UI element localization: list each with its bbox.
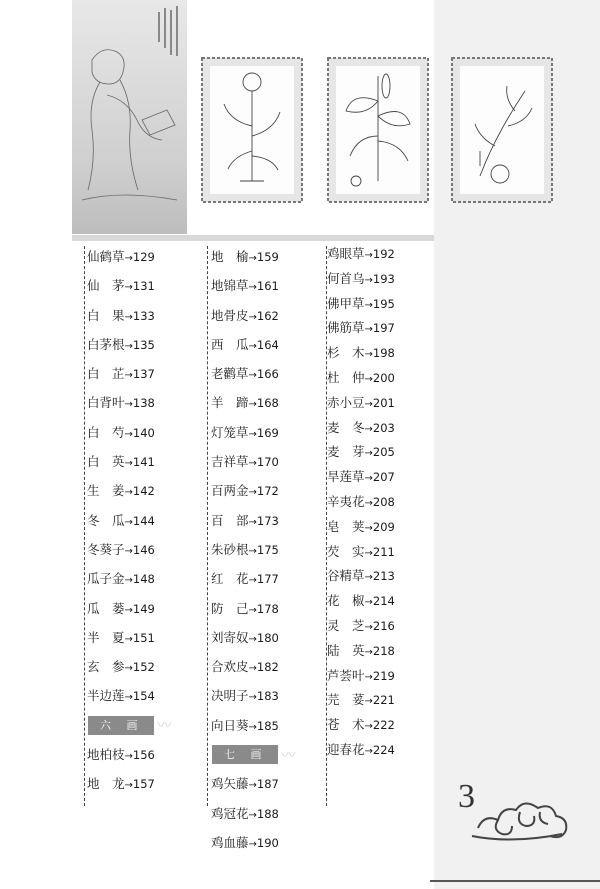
- entry-name: 白 英: [87, 454, 125, 470]
- arrow-icon: →: [124, 253, 133, 264]
- entry-page: 144: [132, 513, 155, 528]
- arrow-icon: →: [364, 497, 373, 509]
- entry-page: 168: [256, 396, 279, 411]
- entry-name: 何首乌: [327, 270, 365, 286]
- index-entry: [202, 476, 314, 505]
- arrow-icon: →: [124, 604, 133, 616]
- index-entry: [202, 271, 314, 300]
- entry-name: 半边莲: [87, 688, 125, 704]
- arrow-icon: →: [124, 370, 133, 382]
- arrow-icon: →: [248, 458, 257, 470]
- entry-name: 辛夷花: [327, 493, 365, 509]
- entry-name: 玄 参: [87, 659, 125, 675]
- footer-rule: [430, 880, 600, 882]
- arrow-icon: →: [248, 838, 257, 850]
- entry-page: 177: [256, 572, 279, 587]
- arrow-icon: →: [364, 696, 373, 708]
- arrow-icon: →: [364, 547, 373, 559]
- arrow-icon: →: [364, 721, 373, 733]
- entry-name: 灵 芝: [327, 617, 365, 633]
- entry-page: 156: [132, 748, 155, 763]
- arrow-icon: →: [364, 522, 373, 534]
- entry-name: 合欢皮: [211, 659, 249, 675]
- entry-name: 鸡血藤: [211, 834, 249, 850]
- index-entry: [78, 476, 188, 505]
- index-entry: [322, 738, 434, 763]
- entry-page: 137: [132, 367, 155, 382]
- arrow-icon: →: [124, 399, 133, 411]
- entry-page: 148: [132, 572, 155, 587]
- entry-page: 203: [372, 420, 395, 435]
- index-entry: [322, 440, 434, 465]
- entry-page: 151: [132, 630, 155, 645]
- index-entry: [322, 316, 434, 341]
- index-entry: [202, 330, 314, 359]
- index-entry: [78, 418, 188, 447]
- arrow-icon: →: [364, 448, 373, 460]
- entry-name: 杉 木: [327, 345, 365, 361]
- entry-name: 麦 芽: [327, 444, 365, 460]
- index-entry: [322, 589, 434, 614]
- entry-page: 200: [372, 370, 395, 385]
- entry-page: 135: [132, 337, 155, 352]
- sage-illustration: [72, 0, 187, 234]
- index-entry: [78, 535, 188, 564]
- entry-page: 178: [256, 601, 279, 616]
- entry-name: 老鹳草: [211, 366, 249, 382]
- index-entry: [202, 564, 314, 593]
- index-entry: [202, 681, 314, 710]
- index-entry: [202, 447, 314, 476]
- index-entry: [202, 535, 314, 564]
- index-entry: [322, 292, 434, 317]
- index-entry: [202, 799, 314, 828]
- arrow-icon: →: [248, 692, 257, 704]
- arrow-icon: →: [364, 299, 373, 311]
- entry-page: 211: [372, 544, 395, 559]
- entry-page: 131: [132, 279, 155, 294]
- entry-name: 鸡矢藤: [211, 776, 249, 792]
- arrow-icon: →: [364, 250, 373, 261]
- entry-name: 白 芍: [87, 424, 125, 440]
- index-entry: [78, 740, 188, 769]
- entry-page: 149: [132, 601, 155, 616]
- entry-page: 140: [132, 425, 155, 440]
- entry-name: 佛甲草: [327, 295, 365, 311]
- entry-name: 决明子: [211, 688, 249, 704]
- index-column-1: [78, 242, 188, 799]
- arrow-icon: →: [248, 428, 257, 440]
- entry-name: 朱砂根: [211, 541, 249, 557]
- index-entry: [78, 359, 188, 388]
- entry-page: 188: [256, 806, 279, 821]
- index-entry: [322, 490, 434, 515]
- entry-page: 170: [256, 455, 279, 470]
- entry-page: 205: [372, 445, 395, 460]
- entry-name: 谷精草: [327, 568, 365, 584]
- entry-name: 羊 蹄: [211, 395, 249, 411]
- entry-page: 197: [372, 321, 395, 336]
- index-entry: [322, 391, 434, 416]
- arrow-icon: →: [124, 545, 133, 557]
- index-entry: [78, 242, 188, 271]
- index-entry: [322, 713, 434, 738]
- arrow-icon: →: [124, 311, 133, 323]
- arrow-icon: →: [124, 340, 133, 352]
- arrow-icon: →: [124, 663, 133, 675]
- entry-page: 208: [372, 494, 395, 509]
- arrow-icon: →: [364, 621, 373, 633]
- index-column-2: [202, 242, 314, 857]
- herb-illustration-1: [200, 56, 304, 204]
- entry-page: 164: [256, 337, 279, 352]
- entry-name: 陆 英: [327, 642, 365, 658]
- entry-page: 138: [132, 396, 155, 411]
- entry-name: 杜 仲: [327, 369, 365, 385]
- entry-name: 皂 荚: [327, 518, 365, 534]
- arrow-icon: →: [248, 399, 257, 411]
- index-entry: [322, 564, 434, 589]
- stroke-header-seven: [202, 740, 314, 769]
- entry-page: 187: [256, 777, 279, 792]
- entry-page: 192: [372, 247, 395, 261]
- herb-illustration-2: [326, 56, 430, 204]
- arrow-icon: →: [248, 487, 257, 499]
- entry-page: 169: [256, 425, 279, 440]
- arrow-icon: →: [124, 575, 133, 587]
- entry-page: 180: [256, 630, 279, 645]
- index-entry: [322, 242, 434, 267]
- entry-name: 地锦草: [211, 278, 249, 294]
- entry-name: 旱莲草: [327, 469, 365, 485]
- entry-page: 141: [132, 455, 155, 470]
- entry-page: 166: [256, 367, 279, 382]
- entry-page: 214: [372, 594, 395, 609]
- entry-name: 生 姜: [87, 483, 125, 499]
- entry-name: 防 己: [211, 600, 249, 616]
- index-entry: [78, 623, 188, 652]
- entry-name: 灯笼草: [211, 424, 249, 440]
- entry-name: 地骨皮: [211, 307, 249, 323]
- entry-name: 红 花: [211, 571, 249, 587]
- entry-page: 175: [256, 542, 279, 557]
- entry-page: 182: [256, 660, 279, 675]
- arrow-icon: →: [124, 487, 133, 499]
- entry-page: 209: [372, 519, 395, 534]
- entry-page: 207: [372, 470, 395, 485]
- arrow-icon: →: [364, 324, 373, 336]
- entry-page: 154: [132, 689, 155, 704]
- entry-name: 地柏枝: [87, 747, 125, 763]
- index-entry: [202, 359, 314, 388]
- entry-page: 142: [132, 484, 155, 499]
- entry-name: 花 椒: [327, 593, 365, 609]
- arrow-icon: →: [248, 604, 257, 616]
- arrow-icon: →: [248, 282, 257, 294]
- index-entry: [322, 267, 434, 292]
- entry-page: 198: [372, 346, 395, 361]
- entry-page: 161: [256, 279, 279, 294]
- entry-page: 173: [256, 513, 279, 528]
- entry-name: 地 榆: [211, 249, 249, 264]
- entry-page: 222: [372, 718, 395, 733]
- arrow-icon: →: [248, 545, 257, 557]
- entry-page: 133: [132, 308, 155, 323]
- index-entry: [202, 828, 314, 857]
- index-entry: [202, 388, 314, 417]
- index-entry: [78, 301, 188, 330]
- index-entry: [202, 506, 314, 535]
- arrow-icon: →: [248, 721, 257, 733]
- stroke-header-ornament: 〰: [281, 747, 296, 764]
- entry-name: 白 芷: [87, 366, 125, 382]
- index-entry: [78, 506, 188, 535]
- entry-page: 216: [372, 618, 395, 633]
- entry-name: 百 部: [211, 512, 249, 528]
- entry-name: 向日葵: [211, 717, 249, 733]
- arrow-icon: →: [124, 458, 133, 470]
- arrow-icon: →: [364, 745, 373, 757]
- cloud-ornament: [470, 790, 580, 850]
- index-entry: [78, 271, 188, 300]
- stroke-header-six: [78, 711, 188, 740]
- index-entry: [78, 594, 188, 623]
- index-entry: [78, 330, 188, 359]
- arrow-icon: →: [124, 780, 133, 792]
- entry-page: 193: [372, 271, 395, 286]
- arrow-icon: →: [364, 423, 373, 435]
- arrow-icon: →: [248, 370, 257, 382]
- entry-page: 213: [372, 569, 395, 584]
- entry-page: 129: [132, 250, 155, 264]
- arrow-icon: →: [124, 428, 133, 440]
- arrow-icon: →: [248, 311, 257, 323]
- entry-page: 157: [132, 777, 155, 792]
- entry-page: 162: [256, 308, 279, 323]
- arrow-icon: →: [248, 780, 257, 792]
- arrow-icon: →: [124, 282, 133, 294]
- index-entry: [78, 681, 188, 710]
- entry-name: 冬葵子: [87, 541, 125, 557]
- index-entry: [202, 623, 314, 652]
- stroke-header-six-label: 六 画: [88, 716, 154, 735]
- arrow-icon: →: [364, 473, 373, 485]
- index-column-3: [322, 242, 434, 763]
- entry-name: 白茅根: [87, 336, 125, 352]
- entry-name: 瓜子金: [87, 571, 125, 587]
- arrow-icon: →: [124, 751, 133, 763]
- herb-illustration-3: [450, 56, 554, 204]
- index-entry: [202, 769, 314, 798]
- arrow-icon: →: [248, 575, 257, 587]
- entry-name: 西 瓜: [211, 336, 249, 352]
- entry-name: 仙 茅: [87, 278, 125, 294]
- entry-name: 芦荟叶: [327, 667, 365, 683]
- arrow-icon: →: [364, 646, 373, 658]
- index-entry: [322, 614, 434, 639]
- entry-page: 183: [256, 689, 279, 704]
- index-entry: [322, 688, 434, 713]
- entry-name: 迎春花: [327, 741, 365, 757]
- arrow-icon: →: [364, 572, 373, 584]
- arrow-icon: →: [248, 516, 257, 528]
- arrow-icon: →: [364, 349, 373, 361]
- index-entry: [202, 418, 314, 447]
- index-entry: [202, 301, 314, 330]
- index-entry: [322, 465, 434, 490]
- divider-band: [72, 235, 434, 241]
- arrow-icon: →: [248, 340, 257, 352]
- index-entry: [202, 594, 314, 623]
- index-entry: [322, 664, 434, 689]
- entry-page: 224: [372, 742, 395, 757]
- arrow-icon: →: [248, 633, 257, 645]
- index-entry: [322, 515, 434, 540]
- entry-page: 221: [372, 693, 395, 708]
- entry-page: 185: [256, 718, 279, 733]
- arrow-icon: →: [364, 373, 373, 385]
- entry-page: 190: [256, 835, 279, 850]
- index-entry: [78, 564, 188, 593]
- index-entry: [78, 388, 188, 417]
- index-entry: [322, 639, 434, 664]
- index-entry: [322, 341, 434, 366]
- entry-name: 芫 荽: [327, 692, 365, 708]
- arrow-icon: →: [248, 663, 257, 675]
- arrow-icon: →: [364, 671, 373, 683]
- index-entry: [78, 769, 188, 798]
- index-entry: [202, 711, 314, 740]
- arrow-icon: →: [364, 597, 373, 609]
- entry-name: 白 果: [87, 307, 125, 323]
- entry-name: 刘寄奴: [211, 629, 249, 645]
- entry-name: 吉祥草: [211, 454, 249, 470]
- index-entry: [202, 652, 314, 681]
- stroke-header-ornament: 〰: [157, 718, 172, 735]
- index-entry: [322, 416, 434, 441]
- entry-name: 冬 瓜: [87, 512, 125, 528]
- entry-name: 地 龙: [87, 776, 125, 792]
- entry-page: 195: [372, 296, 395, 311]
- arrow-icon: →: [124, 633, 133, 645]
- entry-name: 苍 术: [327, 717, 365, 733]
- entry-page: 152: [132, 660, 155, 675]
- arrow-icon: →: [248, 809, 257, 821]
- entry-name: 鸡眼草: [327, 246, 365, 261]
- entry-name: 鸡冠花: [211, 805, 249, 821]
- entry-page: 218: [372, 643, 395, 658]
- arrow-icon: →: [124, 692, 133, 704]
- entry-name: 百两金: [211, 483, 249, 499]
- entry-name: 仙鹤草: [87, 249, 125, 264]
- index-entry: [202, 242, 314, 271]
- entry-page: 172: [256, 484, 279, 499]
- entry-name: 瓜 蒌: [87, 600, 125, 616]
- entry-name: 芡 实: [327, 543, 365, 559]
- index-entry: [322, 540, 434, 565]
- entry-page: 201: [372, 395, 395, 410]
- index-entry: [78, 447, 188, 476]
- entry-name: 赤小豆: [327, 394, 365, 410]
- entry-name: 白背叶: [87, 395, 125, 411]
- stroke-header-seven-label: 七 画: [212, 745, 278, 764]
- entry-page: 159: [256, 250, 279, 264]
- entry-name: 佛筋草: [327, 320, 365, 336]
- arrow-icon: →: [248, 253, 257, 264]
- entry-page: 219: [372, 668, 395, 683]
- index-entry: [78, 652, 188, 681]
- entry-name: 麦 冬: [327, 419, 365, 435]
- page-number: 3: [458, 778, 475, 815]
- entry-name: 半 夏: [87, 629, 125, 645]
- arrow-icon: →: [364, 274, 373, 286]
- arrow-icon: →: [364, 398, 373, 410]
- index-entry: [322, 366, 434, 391]
- arrow-icon: →: [124, 516, 133, 528]
- entry-page: 146: [132, 542, 155, 557]
